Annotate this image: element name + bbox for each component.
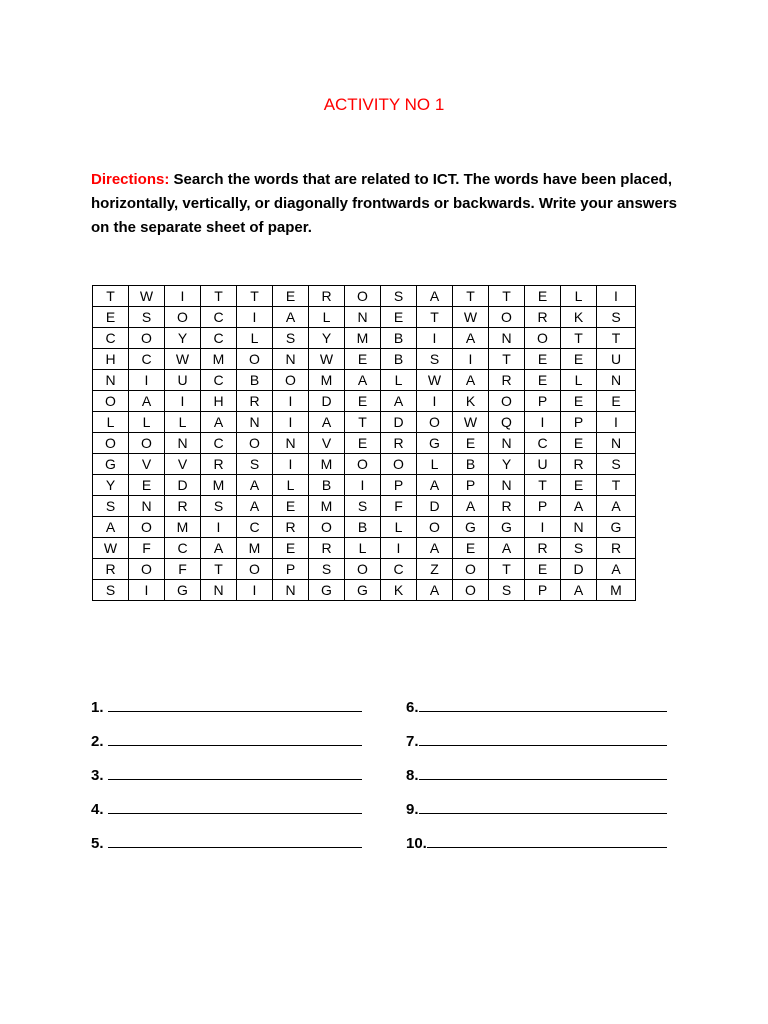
grid-cell: L (93, 412, 129, 433)
grid-cell: V (309, 433, 345, 454)
grid-cell: A (597, 496, 636, 517)
grid-cell: N (273, 433, 309, 454)
grid-cell: A (417, 580, 453, 601)
grid-row (93, 307, 636, 328)
grid-cell: S (237, 454, 273, 475)
grid-cell: S (417, 349, 453, 370)
grid-cell: G (345, 580, 381, 601)
grid-cell: N (489, 475, 525, 496)
grid-cell: D (309, 391, 345, 412)
grid-cell: K (453, 391, 489, 412)
answer-blank[interactable] (419, 799, 667, 814)
grid-cell: N (489, 433, 525, 454)
answer-blank[interactable] (108, 697, 362, 712)
answer-number: 4. (91, 801, 104, 818)
grid-cell: A (237, 475, 273, 496)
answer-blank[interactable] (427, 833, 667, 848)
grid-cell: A (417, 286, 453, 307)
grid-cell: T (597, 475, 636, 496)
grid-cell: C (129, 349, 165, 370)
grid-cell: C (381, 559, 417, 580)
grid-row (93, 433, 636, 454)
grid-row (93, 412, 636, 433)
grid-cell: M (237, 538, 273, 559)
answer-number: 8. (406, 767, 419, 784)
grid-cell: T (489, 286, 525, 307)
grid-cell: C (201, 433, 237, 454)
answer-number: 1. (91, 699, 104, 716)
grid-cell: F (381, 496, 417, 517)
answer-number: 5. (91, 835, 104, 852)
grid-cell: G (417, 433, 453, 454)
grid-cell: T (489, 349, 525, 370)
grid-cell: U (597, 349, 636, 370)
grid-cell: F (165, 559, 201, 580)
grid-cell: A (561, 580, 597, 601)
grid-cell: R (381, 433, 417, 454)
grid-cell: L (345, 538, 381, 559)
grid-cell: Y (309, 328, 345, 349)
grid-cell: S (201, 496, 237, 517)
grid-cell: L (165, 412, 201, 433)
grid-cell: H (93, 349, 129, 370)
grid-cell: O (129, 433, 165, 454)
grid-cell: L (381, 370, 417, 391)
answer-number: 6. (406, 699, 419, 716)
directions-paragraph (91, 168, 691, 240)
grid-cell: A (93, 517, 129, 538)
grid-cell: B (381, 328, 417, 349)
grid-cell: S (93, 580, 129, 601)
grid-cell: Y (93, 475, 129, 496)
grid-cell: I (417, 391, 453, 412)
grid-cell: S (597, 454, 636, 475)
answer-blank[interactable] (419, 731, 667, 746)
grid-cell: S (273, 328, 309, 349)
grid-cell: N (93, 370, 129, 391)
answer-line-8[interactable] (406, 765, 667, 784)
grid-cell: T (237, 286, 273, 307)
grid-cell: M (165, 517, 201, 538)
grid-cell: L (237, 328, 273, 349)
grid-cell: R (273, 517, 309, 538)
grid-cell: I (201, 517, 237, 538)
grid-cell: S (381, 286, 417, 307)
grid-cell: D (417, 496, 453, 517)
grid-cell: R (309, 286, 345, 307)
answer-number: 3. (91, 767, 104, 784)
grid-cell: C (201, 328, 237, 349)
grid-cell: R (597, 538, 636, 559)
grid-cell: M (597, 580, 636, 601)
grid-cell: L (417, 454, 453, 475)
grid-cell: Q (489, 412, 525, 433)
grid-row (93, 475, 636, 496)
grid-cell: N (597, 370, 636, 391)
grid-cell: L (129, 412, 165, 433)
grid-cell: W (309, 349, 345, 370)
grid-cell: W (453, 307, 489, 328)
grid-cell: E (345, 391, 381, 412)
grid-cell: A (129, 391, 165, 412)
grid-cell: C (525, 433, 561, 454)
grid-cell: I (597, 412, 636, 433)
grid-cell: E (345, 433, 381, 454)
grid-row (93, 391, 636, 412)
grid-cell: I (165, 391, 201, 412)
grid-cell: G (165, 580, 201, 601)
grid-cell: N (201, 580, 237, 601)
grid-cell: A (561, 496, 597, 517)
grid-cell: O (273, 370, 309, 391)
grid-cell: O (237, 433, 273, 454)
grid-cell: A (597, 559, 636, 580)
grid-cell: S (345, 496, 381, 517)
grid-row (93, 286, 636, 307)
grid-cell: O (129, 517, 165, 538)
grid-cell: O (345, 559, 381, 580)
grid-cell: O (237, 559, 273, 580)
grid-cell: E (561, 433, 597, 454)
answer-blank[interactable] (108, 833, 362, 848)
grid-cell: R (489, 496, 525, 517)
grid-cell: G (309, 580, 345, 601)
grid-cell: T (453, 286, 489, 307)
grid-cell: Y (165, 328, 201, 349)
grid-cell: S (597, 307, 636, 328)
grid-cell: B (453, 454, 489, 475)
grid-cell: N (129, 496, 165, 517)
grid-cell: E (345, 349, 381, 370)
grid-cell: P (525, 580, 561, 601)
grid-cell: S (489, 580, 525, 601)
grid-cell: E (525, 559, 561, 580)
grid-cell: R (93, 559, 129, 580)
grid-cell: M (309, 370, 345, 391)
grid-cell: C (165, 538, 201, 559)
grid-cell: G (453, 517, 489, 538)
grid-cell: G (93, 454, 129, 475)
grid-cell: S (309, 559, 345, 580)
grid-cell: E (525, 370, 561, 391)
answer-line-2[interactable] (91, 731, 362, 750)
grid-cell: U (165, 370, 201, 391)
answer-blank[interactable] (419, 765, 667, 780)
grid-cell: O (525, 328, 561, 349)
grid-cell: E (561, 391, 597, 412)
grid-cell: E (93, 307, 129, 328)
grid-cell: R (489, 370, 525, 391)
grid-cell: R (165, 496, 201, 517)
grid-cell: T (417, 307, 453, 328)
grid-cell: M (201, 475, 237, 496)
grid-cell: O (345, 286, 381, 307)
grid-cell: I (525, 412, 561, 433)
grid-cell: O (417, 517, 453, 538)
grid-cell: B (381, 349, 417, 370)
grid-cell: E (273, 496, 309, 517)
grid-cell: B (309, 475, 345, 496)
grid-cell: B (237, 370, 273, 391)
grid-cell: L (381, 517, 417, 538)
answer-blank[interactable] (419, 697, 667, 712)
grid-cell: N (597, 433, 636, 454)
grid-cell: A (237, 496, 273, 517)
grid-cell: A (201, 412, 237, 433)
grid-cell: O (129, 328, 165, 349)
grid-cell: I (597, 286, 636, 307)
grid-cell: I (273, 454, 309, 475)
grid-cell: E (273, 286, 309, 307)
grid-cell: O (345, 454, 381, 475)
grid-cell: I (381, 538, 417, 559)
answer-line-10[interactable] (406, 833, 667, 852)
grid-cell: N (165, 433, 201, 454)
grid-cell: C (201, 370, 237, 391)
grid-row (93, 328, 636, 349)
grid-cell: S (561, 538, 597, 559)
grid-cell: P (273, 559, 309, 580)
grid-cell: K (561, 307, 597, 328)
grid-cell: T (489, 559, 525, 580)
answer-number: 10. (406, 835, 427, 852)
grid-cell: I (129, 580, 165, 601)
grid-cell: I (165, 286, 201, 307)
grid-cell: N (237, 412, 273, 433)
grid-row (93, 559, 636, 580)
grid-cell: N (345, 307, 381, 328)
grid-cell: R (525, 538, 561, 559)
grid-cell: A (381, 391, 417, 412)
grid-cell: T (525, 475, 561, 496)
grid-cell: E (273, 538, 309, 559)
grid-cell: A (453, 496, 489, 517)
grid-cell: A (273, 307, 309, 328)
grid-cell: P (561, 412, 597, 433)
grid-cell: T (561, 328, 597, 349)
grid-cell: I (273, 391, 309, 412)
grid-cell: O (129, 559, 165, 580)
grid-cell: E (525, 349, 561, 370)
grid-cell: F (129, 538, 165, 559)
grid-cell: R (309, 538, 345, 559)
grid-cell: W (453, 412, 489, 433)
grid-cell: L (561, 286, 597, 307)
directions-text: Search the words that are related to ICT. The words have been placed, horizontally, vertically, or diagonally frontwards or backwards. Write your answers on the separate sheet of paper. (91, 171, 677, 236)
grid-cell: P (525, 496, 561, 517)
grid-cell: L (273, 475, 309, 496)
grid-cell: E (561, 349, 597, 370)
grid-cell: N (273, 349, 309, 370)
grid-cell: A (453, 328, 489, 349)
grid-cell: M (309, 496, 345, 517)
grid-cell: T (93, 286, 129, 307)
grid-cell: M (201, 349, 237, 370)
grid-cell: B (345, 517, 381, 538)
grid-cell: I (417, 328, 453, 349)
grid-cell: Y (489, 454, 525, 475)
answer-line-6[interactable] (406, 697, 667, 716)
answer-line-7[interactable] (406, 731, 667, 750)
grid-cell: C (237, 517, 273, 538)
grid-cell: O (93, 391, 129, 412)
answer-line-5[interactable] (91, 833, 362, 852)
word-search-grid (92, 285, 636, 601)
grid-row (93, 580, 636, 601)
grid-cell: W (93, 538, 129, 559)
grid-cell: D (165, 475, 201, 496)
grid-cell: I (453, 349, 489, 370)
answer-line-1[interactable] (91, 697, 362, 716)
grid-cell: Z (417, 559, 453, 580)
grid-cell: I (237, 580, 273, 601)
grid-cell: U (525, 454, 561, 475)
grid-cell: A (417, 538, 453, 559)
answer-line-4[interactable] (91, 799, 362, 818)
grid-row (93, 370, 636, 391)
grid-cell: E (381, 307, 417, 328)
grid-cell: I (129, 370, 165, 391)
grid-cell: T (201, 559, 237, 580)
grid-cell: V (129, 454, 165, 475)
grid-cell: R (201, 454, 237, 475)
page-title: ACTIVITY NO 1 (323, 95, 445, 114)
grid-cell: O (165, 307, 201, 328)
answer-blank[interactable] (108, 731, 362, 746)
grid-cell: S (129, 307, 165, 328)
grid-cell: T (201, 286, 237, 307)
grid-cell: N (561, 517, 597, 538)
grid-cell: P (453, 475, 489, 496)
answer-number: 7. (406, 733, 419, 750)
grid-cell: A (345, 370, 381, 391)
grid-cell: E (525, 286, 561, 307)
grid-cell: T (345, 412, 381, 433)
grid-row (93, 517, 636, 538)
grid-cell: W (129, 286, 165, 307)
grid-cell: I (273, 412, 309, 433)
grid-cell: S (93, 496, 129, 517)
grid-cell: E (597, 391, 636, 412)
grid-cell: A (201, 538, 237, 559)
grid-cell: E (453, 433, 489, 454)
grid-cell: E (129, 475, 165, 496)
grid-cell: V (165, 454, 201, 475)
grid-cell: O (489, 307, 525, 328)
grid-cell: G (489, 517, 525, 538)
grid-cell: O (309, 517, 345, 538)
grid-cell: L (309, 307, 345, 328)
directions-label: Directions: (91, 171, 170, 188)
grid-cell: W (165, 349, 201, 370)
grid-cell: O (237, 349, 273, 370)
grid-cell: I (345, 475, 381, 496)
grid-row (93, 349, 636, 370)
grid-row (93, 496, 636, 517)
grid-cell: N (489, 328, 525, 349)
grid-cell: K (381, 580, 417, 601)
grid-cell: I (525, 517, 561, 538)
grid-cell: C (201, 307, 237, 328)
grid-cell: D (381, 412, 417, 433)
grid-cell: E (561, 475, 597, 496)
grid-cell: M (345, 328, 381, 349)
answer-line-9[interactable] (406, 799, 667, 818)
grid-cell: W (417, 370, 453, 391)
answer-blank[interactable] (108, 765, 362, 780)
grid-cell: A (309, 412, 345, 433)
grid-cell: L (561, 370, 597, 391)
answer-blank[interactable] (108, 799, 362, 814)
grid-cell: P (381, 475, 417, 496)
answer-line-3[interactable] (91, 765, 362, 784)
grid-cell: A (417, 475, 453, 496)
grid-cell: P (525, 391, 561, 412)
grid-row (93, 454, 636, 475)
answer-number: 2. (91, 733, 104, 750)
grid-cell: O (489, 391, 525, 412)
grid-cell: H (201, 391, 237, 412)
grid-cell: R (561, 454, 597, 475)
grid-cell: G (597, 517, 636, 538)
grid-cell: C (93, 328, 129, 349)
grid-cell: O (453, 580, 489, 601)
grid-cell: O (417, 412, 453, 433)
grid-cell: N (273, 580, 309, 601)
grid-cell: A (453, 370, 489, 391)
grid-cell: T (597, 328, 636, 349)
grid-cell: I (237, 307, 273, 328)
grid-cell: O (453, 559, 489, 580)
grid-cell: R (525, 307, 561, 328)
grid-cell: D (561, 559, 597, 580)
grid-cell: R (237, 391, 273, 412)
grid-row (93, 538, 636, 559)
answer-number: 9. (406, 801, 419, 818)
grid-cell: O (381, 454, 417, 475)
grid-cell: A (489, 538, 525, 559)
grid-cell: E (453, 538, 489, 559)
grid-cell: O (93, 433, 129, 454)
grid-cell: M (309, 454, 345, 475)
